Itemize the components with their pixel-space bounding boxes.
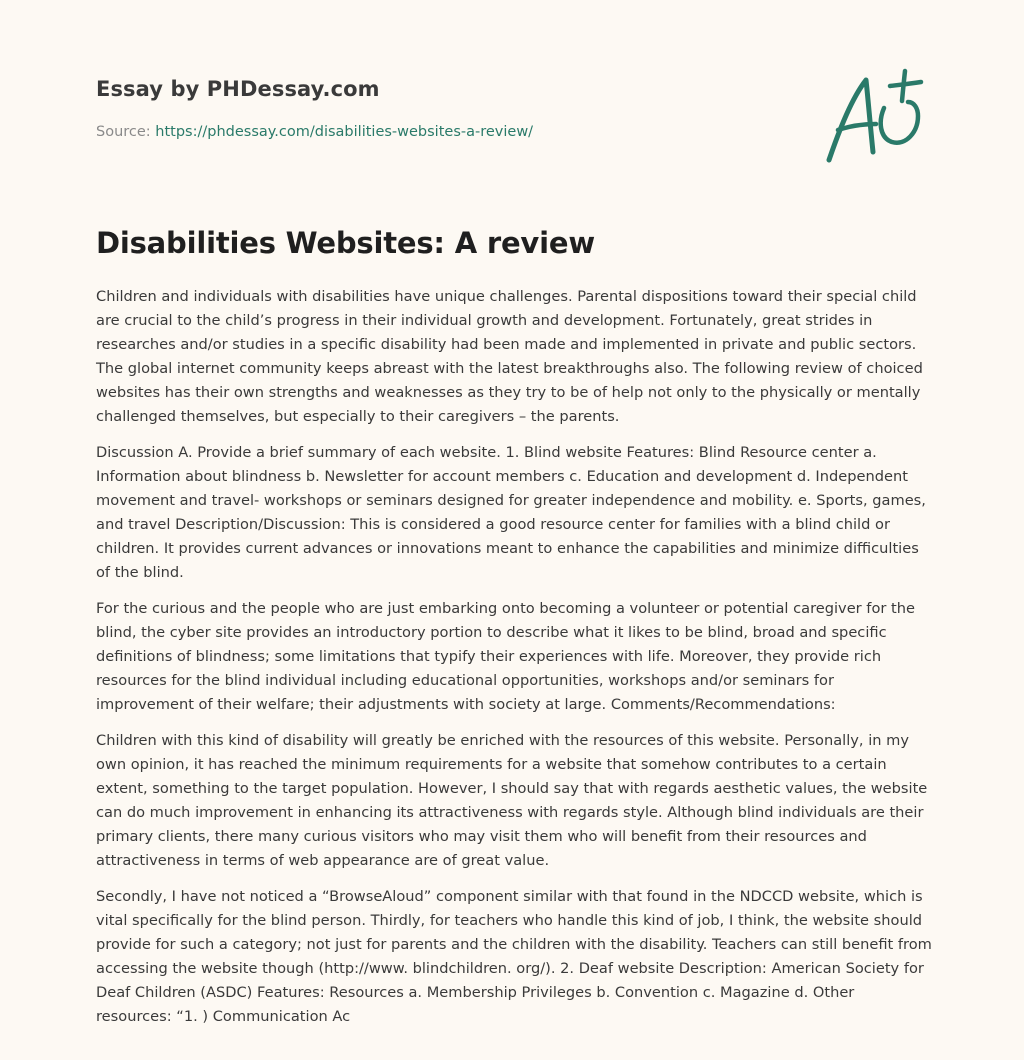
- source-line: [96, 124, 533, 140]
- site-title: Essay by PHDessay.com: [96, 77, 380, 101]
- essay-body: [96, 285, 932, 1041]
- page-header: [96, 0, 932, 260]
- source-label: Source:: [96, 124, 156, 140]
- essay-paragraph: Children with this kind of disability will greatly be enriched with the resources of this website. Personally, in my own opinion, it has reached the minimum requirements for a website that somehow contributes to a certain extent, something to the target population. However, I should say that with regards aesthetic values, the website can do much improvement in enhancing its attractiveness with regards style. Although blind individuals are their primary clients, there many curious visitors who may visit them who will benefit from their resources and attractiveness in terms of web appearance are of great value.: [96, 732, 928, 869]
- source-link[interactable]: https://phdessay.com/disabilities-websites-a-review/: [155, 124, 534, 140]
- essay-title: Disabilities Websites: A review: [96, 226, 595, 260]
- essay-paragraph: Secondly, I have not noticed a “BrowseAloud” component similar with that found in the NDCCD website, which is vital specifically for the blind person. Thirdly, for teachers who handle this kind of job, I think, the website should provide for such a category; not just for parents and the children with the disability. Teachers can still benefit from accessing the website though (http://www. blindchildren. org/). 2. Deaf website Description: American Society for Deaf Children (ASDC) Features: Resources a. Membership Privileges b. Convention c. Magazine d. Other resources: “1. ) Communication Ac: [96, 888, 932, 1025]
- essay-paragraph: Children and individuals with disabilities have unique challenges. Parental dispositions toward their special child are crucial to the child’s progress in their individual growth and development. Fortunately, great strides in researches and/or studies in a specific disability had been made and implemented in private and public sectors. The global internet community keeps abreast with the latest breakthroughs also. The following review of choiced websites has their own strengths and weaknesses as they try to be of help not only to the physically or mentally challenged themselves, but especially to their caregivers – the parents.: [96, 288, 923, 425]
- a-plus-logo-icon: [826, 68, 924, 164]
- essay-paragraph: Discussion A. Provide a brief summary of each website. 1. Blind website Features: Blind Resource center a. Information about blindness b. Newsletter for account members c. Education and development d. Independent movement and travel- workshops or seminars designed for greater independence and mobility. e. Sports, games, and travel Description/Discussion: This is considered a good resource center for families with a blind child or children. It provides current advances or innovations meant to enhance the capabilities and minimize difficulties of the blind.: [96, 444, 926, 581]
- essay-page: [96, 0, 932, 1025]
- essay-paragraph: For the curious and the people who are just embarking onto becoming a volunteer or potential caregiver for the blind, the cyber site provides an introductory portion to describe what it likes to be blind, broad and specific definitions of blindness; some limitations that typify their experiences with life. Moreover, they provide rich resources for the blind individual including educational opportunities, workshops and/or seminars for improvement of their welfare; their adjustments with society at large. Comments/Recommendations:: [96, 600, 915, 713]
